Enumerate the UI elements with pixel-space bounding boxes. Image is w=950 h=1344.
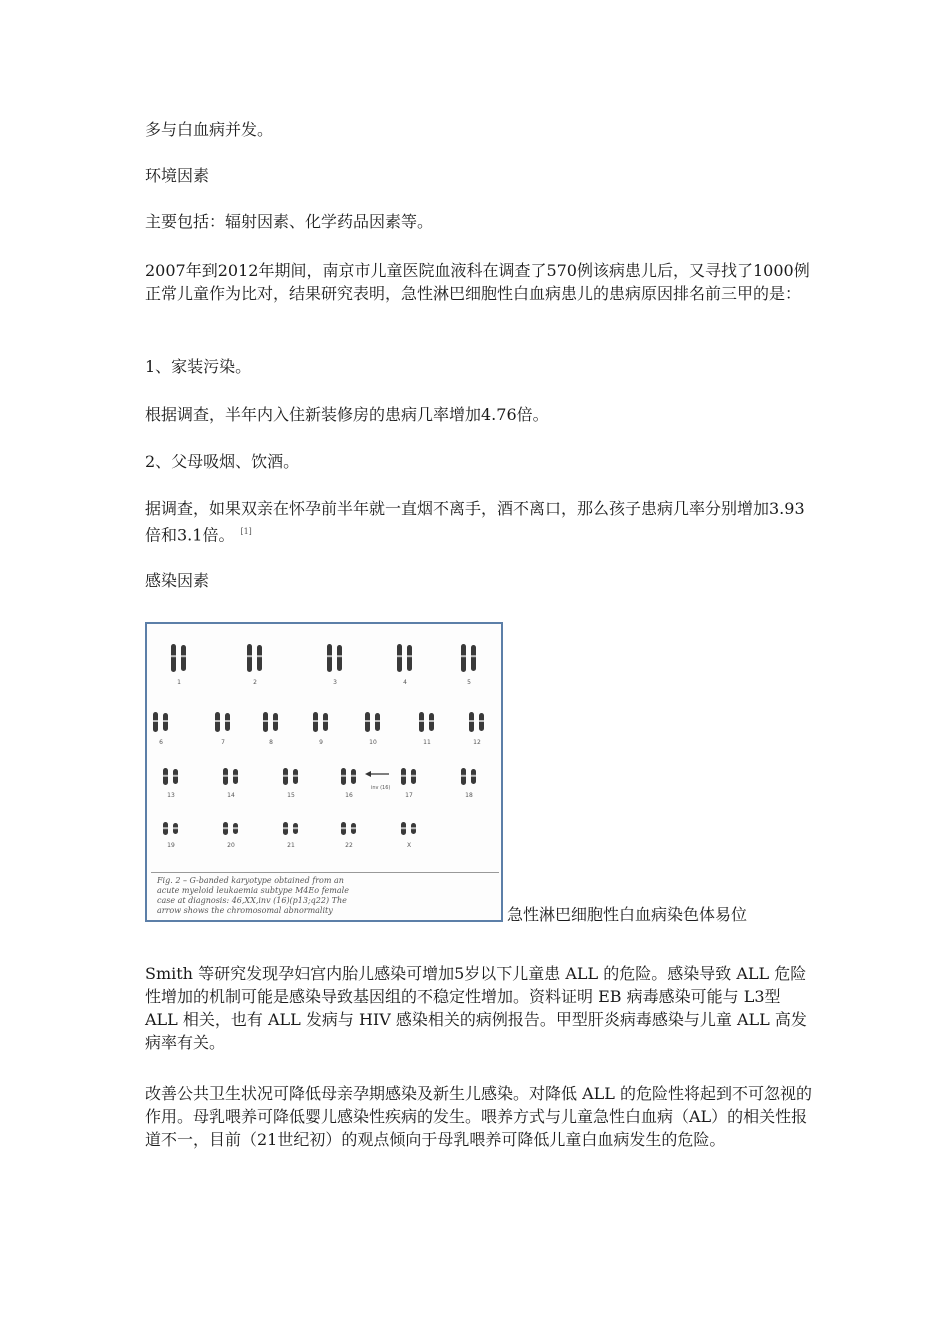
chromosome-band: [375, 720, 380, 722]
chromosome-band: [429, 720, 434, 722]
chromosome-band: [397, 655, 402, 657]
chromosome-number: 4: [403, 679, 407, 686]
chromosome-pair: [397, 644, 412, 672]
chromosome-band: [323, 720, 328, 722]
reference-link[interactable]: [1]: [240, 527, 252, 536]
chromosome-number: 19: [167, 842, 175, 849]
chromosome-pair: [153, 712, 168, 732]
chromosome-band: [283, 827, 288, 829]
paragraph-8: Smith 等研究发现孕妇宫内胎儿感染可增加5岁以下儿童患 ALL 的危险。感染导致 ALL 危险性增加的机制可能是感染导致基因组的不稳定性增加。资料证明 EB 病毒感染可能与 L3型 ALL 相关，也有 ALL 发病与 HIV 感染相关的病例报告。甲型肝炎病毒感染与儿童 ALL 高发病率有关。: [145, 964, 807, 1052]
chromosome-pair: [283, 822, 298, 835]
chromosome-pair: [247, 644, 262, 672]
chromosome-number: 16: [345, 792, 353, 799]
chromosome-band: [225, 720, 230, 722]
chromosome-band: [327, 655, 332, 657]
chromosome-band: [471, 775, 476, 777]
chromosome-pair: [327, 644, 342, 672]
paragraph-7-text: 据调查，如果双亲在怀孕前半年就一直烟不离手，酒不离口，那么孩子患病几率分别增加3.93倍和3.1倍。: [145, 499, 805, 545]
chromosome-number: 18: [465, 792, 473, 799]
chromosome: [397, 644, 402, 672]
chromosome-number: 5: [467, 679, 471, 686]
chromosome-band: [173, 827, 178, 829]
chromosome-pair: [283, 768, 298, 785]
chromosome-band: [407, 655, 412, 657]
chromosome-number: 11: [423, 739, 431, 746]
chromosome-band: [469, 720, 474, 722]
chromosome: [257, 645, 262, 671]
chromosome-band: [293, 827, 298, 829]
list-item-1: 1、家装污染。: [145, 357, 252, 376]
chromosome-number: 6: [159, 739, 163, 746]
chromosome-band: [153, 720, 158, 722]
chromosome-pair: [223, 822, 238, 835]
chromosome-pair: [419, 712, 434, 732]
arrow-head-icon: [365, 771, 371, 777]
chromosome-band: [247, 655, 252, 657]
chromosome-pair: [401, 768, 416, 785]
chromosome: [171, 644, 176, 672]
chromosome-number: X: [406, 842, 412, 849]
paragraph-2: 主要包括：辐射因素、化学药品因素等。: [145, 212, 434, 231]
chromosome-band: [181, 655, 186, 657]
chromosome-band: [471, 655, 476, 657]
chromosome-band: [351, 775, 356, 777]
chromosome-band: [461, 775, 466, 777]
paragraph-7: [145, 497, 815, 546]
chromosome-number: 10: [369, 739, 377, 746]
chromosome-band: [365, 720, 370, 722]
chromosome-band: [337, 655, 342, 657]
figure-caption-line: case at diagnosis: 46,XX,inv (16)(p13;q22) The: [157, 896, 347, 905]
figure-caption: [151, 872, 499, 918]
chromosome: [327, 644, 332, 672]
chromosome-pair: [401, 822, 416, 835]
figure-side-caption: 急性淋巴细胞性白血病染色体易位: [507, 905, 748, 924]
chromosome-pair: [365, 712, 380, 732]
chromosome-band: [163, 720, 168, 722]
chromosome-band: [263, 720, 268, 722]
chromosome-band: [215, 720, 220, 722]
chromosome-band: [283, 775, 288, 777]
chromosome-number: 15: [287, 792, 295, 799]
figure-caption-line: Fig. 2 – G-banded karyotype obtained from an: [157, 876, 344, 885]
chromosome-pair: [163, 822, 178, 835]
karyotype-figure: [145, 622, 503, 922]
chromosome-band: [341, 775, 346, 777]
chromosome-number: 12: [473, 739, 481, 746]
chromosome-pair: [263, 712, 278, 732]
chromosome-band: [411, 775, 416, 777]
chromosome-band: [313, 720, 318, 722]
chromosome-band: [411, 827, 416, 829]
chromosome-number: 13: [167, 792, 175, 799]
chromosome-band: [163, 827, 168, 829]
chromosome-pair: [163, 768, 178, 785]
chromosome-band: [401, 775, 406, 777]
chromosome-pair: [461, 768, 476, 785]
chromosome-band: [163, 775, 168, 777]
karyotype-image: [147, 624, 501, 872]
chromosome-pair: [341, 822, 356, 835]
figure-caption-line: arrow shows the chromosomal abnormality: [157, 906, 333, 915]
figure-caption-line: acute myeloid leukaemia subtype M4Eo female: [157, 886, 349, 895]
chromosome-band: [223, 775, 228, 777]
chromosome: [337, 645, 342, 671]
chromosome-pair: [461, 644, 476, 672]
chromosome-band: [233, 775, 238, 777]
chromosome-pair: [215, 712, 230, 732]
chromosome-pair: [223, 768, 238, 785]
chromosome-band: [171, 655, 176, 657]
chromosome-band: [461, 655, 466, 657]
chromosome-number: 21: [287, 842, 295, 849]
chromosome-number: 20: [227, 842, 235, 849]
chromosome-number: 17: [405, 792, 413, 799]
chromosome-number: 1: [177, 679, 181, 686]
chromosome-number: 2: [253, 679, 257, 686]
chromosome-band: [173, 775, 178, 777]
chromosome: [407, 645, 412, 671]
chromosome-pair: [341, 768, 356, 785]
arrow-label: inv (16): [371, 785, 391, 791]
chromosome-band: [341, 827, 346, 829]
heading-environment: 环境因素: [145, 166, 210, 185]
paragraph-1: 多与白血病并发。: [145, 120, 274, 139]
chromosome-band: [479, 720, 484, 722]
chromosome-pair: [313, 712, 328, 732]
chromosome-pair: [171, 644, 186, 672]
paragraph-5: 根据调查，半年内入住新装修房的患病几率增加4.76倍。: [145, 405, 549, 424]
paragraph-9: 改善公共卫生状况可降低母亲孕期感染及新生儿感染。对降低 ALL 的危险性将起到不可忽视的作用。母乳喂养可降低婴儿感染性疾病的发生。喂养方式与儿童急性白血病（AL）的相关性报道不一，目前（21世纪初）的观点倾向于母乳喂养可降低儿童白血病发生的危险。: [145, 1084, 812, 1149]
heading-infection: 感染因素: [145, 571, 210, 590]
chromosome-band: [223, 827, 228, 829]
chromosome-number: 3: [333, 679, 337, 686]
chromosome-band: [273, 720, 278, 722]
chromosome-number: 14: [227, 792, 235, 799]
chromosome-band: [419, 720, 424, 722]
chromosome: [181, 645, 186, 671]
chromosome-band: [293, 775, 298, 777]
paragraph-3: 2007年到2012年期间，南京市儿童医院血液科在调查了570例该病患儿后，又寻找了1000例正常儿童作为比对，结果研究表明，急性淋巴细胞性白血病患儿的患病原因排名前三甲的是：: [145, 261, 810, 303]
chromosome-band: [257, 655, 262, 657]
list-item-2: 2、父母吸烟、饮酒。: [145, 452, 300, 471]
chromosome-number: 22: [345, 842, 353, 849]
chromosome: [471, 645, 476, 671]
chromosome: [247, 644, 252, 672]
chromosome-pair: [469, 712, 484, 732]
chromosome-band: [401, 827, 406, 829]
chromosome-number: 8: [269, 739, 273, 746]
chromosome-number: 7: [221, 739, 225, 746]
chromosome: [461, 644, 466, 672]
chromosome-number: 9: [319, 739, 323, 746]
chromosome-band: [351, 827, 356, 829]
chromosome-band: [233, 827, 238, 829]
